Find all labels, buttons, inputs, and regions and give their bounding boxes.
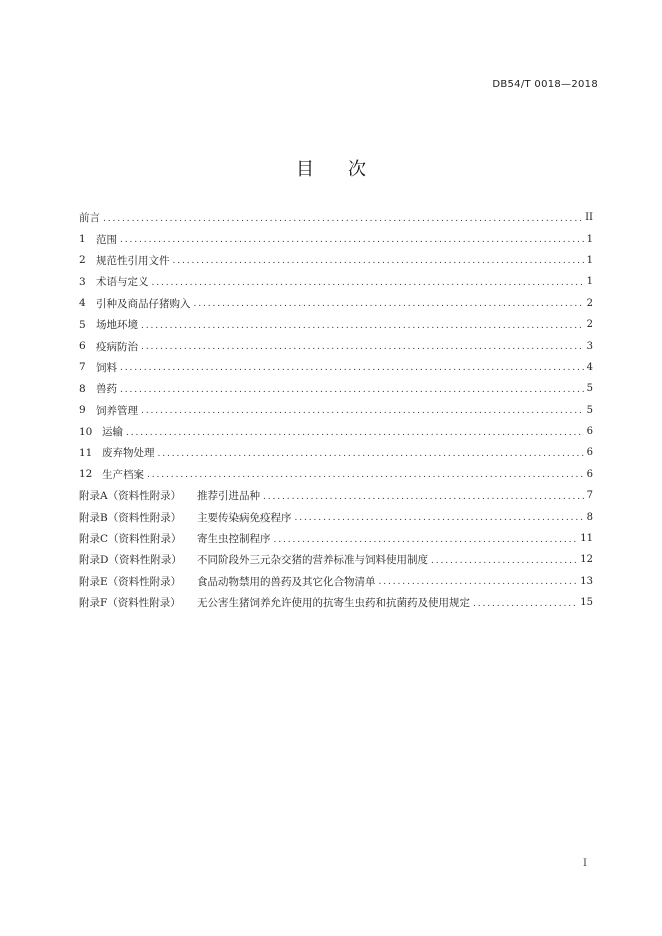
toc-page: 6 [586, 468, 593, 480]
table-of-contents [79, 207, 593, 613]
leader-dots [120, 363, 584, 373]
leader-dots [141, 342, 584, 352]
leader-dots [103, 214, 582, 224]
toc-page: 7 [586, 490, 593, 502]
title-char-2: 次 [348, 159, 366, 180]
leader-dots [141, 321, 584, 331]
leader-dots [120, 385, 584, 395]
toc-entry-1[interactable] [79, 228, 593, 249]
toc-page: 1 [586, 276, 593, 288]
toc-label: 生产档案 [102, 468, 144, 481]
toc-number: 12 [79, 468, 93, 481]
leader-dots [152, 278, 584, 288]
toc-entry-10[interactable] [79, 421, 593, 442]
appendix-prefix: 附录C（资料性附录） [79, 533, 182, 546]
toc-entry-4[interactable] [79, 293, 593, 314]
title-char-1: 目 [296, 159, 314, 180]
toc-label: 寄生虫控制程序 [197, 533, 271, 546]
toc-appendix-b[interactable] [79, 506, 593, 527]
toc-page: 13 [580, 575, 593, 587]
toc-page: 2 [586, 319, 593, 331]
toc-label: 场地环境 [96, 319, 138, 332]
leader-dots [147, 470, 584, 480]
toc-label: 饲料 [96, 361, 117, 374]
toc-number: 9 [79, 404, 86, 417]
appendix-prefix: 附录E（资料性附录） [79, 575, 182, 588]
toc-page: 1 [586, 254, 593, 266]
toc-page: 3 [586, 340, 593, 352]
standard-code: DB54/T 0018—2018 [492, 79, 598, 90]
leader-dots [173, 256, 584, 266]
toc-page: 11 [580, 533, 593, 545]
toc-entry-2[interactable] [79, 250, 593, 271]
toc-number: 3 [79, 275, 86, 288]
toc-label: 无公害生猪饲养允许使用的抗寄生虫药和抗菌药及使用规定 [197, 597, 470, 610]
appendix-prefix: 附录B（资料性附录） [79, 511, 182, 524]
toc-entry-6[interactable] [79, 335, 593, 356]
toc-appendix-c[interactable] [79, 528, 593, 549]
toc-appendix-a[interactable] [79, 485, 593, 506]
leader-dots [120, 235, 584, 245]
toc-label: 前言 [79, 212, 100, 225]
toc-label: 范围 [96, 233, 117, 246]
toc-label: 不同阶段外三元杂交猪的营养标准与饲料使用制度 [197, 554, 428, 567]
toc-page: 15 [580, 597, 593, 609]
toc-appendix-f[interactable] [79, 592, 593, 613]
toc-entry-8[interactable] [79, 378, 593, 399]
toc-entry-11[interactable] [79, 442, 593, 463]
page-title [0, 155, 662, 181]
toc-appendix-e[interactable] [79, 571, 593, 592]
toc-number: 10 [79, 425, 93, 438]
toc-number: 1 [79, 233, 86, 246]
toc-label: 兽药 [96, 383, 117, 396]
appendix-prefix: 附录D（资料性附录） [79, 554, 182, 567]
toc-label: 废弃物处理 [102, 447, 155, 460]
toc-label: 运输 [102, 426, 123, 439]
leader-dots [295, 513, 584, 523]
toc-number: 2 [79, 254, 86, 267]
toc-page: II [585, 212, 593, 224]
toc-entry-12[interactable] [79, 464, 593, 485]
toc-label: 引种及商品仔猪购入 [96, 297, 191, 310]
toc-entry-7[interactable] [79, 357, 593, 378]
leader-dots [141, 406, 584, 416]
toc-page: 8 [586, 511, 593, 523]
leader-dots [158, 449, 584, 459]
leader-dots [431, 556, 577, 566]
toc-page: 5 [586, 404, 593, 416]
toc-page: 5 [586, 383, 593, 395]
toc-label: 推荐引进品种 [197, 490, 260, 503]
toc-label: 术语与定义 [96, 276, 149, 289]
leader-dots [263, 492, 584, 502]
toc-entry-3[interactable] [79, 271, 593, 292]
toc-entry-9[interactable] [79, 400, 593, 421]
appendix-prefix: 附录A（资料性附录） [79, 490, 182, 503]
toc-page: 6 [586, 447, 593, 459]
footer-page-number: I [583, 858, 587, 869]
toc-appendix-d[interactable] [79, 549, 593, 570]
toc-number: 4 [79, 297, 86, 310]
toc-label: 疫病防治 [96, 340, 138, 353]
toc-number: 8 [79, 382, 86, 395]
leader-dots [473, 599, 577, 609]
toc-number: 6 [79, 340, 86, 353]
toc-label: 规范性引用文件 [96, 254, 170, 267]
toc-page: 2 [586, 297, 593, 309]
leader-dots [274, 535, 578, 545]
leader-dots [379, 577, 578, 587]
toc-page: 12 [580, 554, 593, 566]
toc-label: 食品动物禁用的兽药及其它化合物清单 [197, 575, 376, 588]
toc-label: 饲养管理 [96, 404, 138, 417]
toc-entry-preface[interactable] [79, 207, 593, 228]
toc-number: 7 [79, 361, 86, 374]
toc-number: 11 [79, 446, 93, 459]
toc-page: 6 [586, 426, 593, 438]
toc-label: 主要传染病免疫程序 [197, 511, 292, 524]
toc-page: 1 [586, 233, 593, 245]
toc-page: 4 [586, 361, 593, 373]
toc-number: 5 [79, 318, 86, 331]
toc-entry-5[interactable] [79, 314, 593, 335]
leader-dots [194, 299, 584, 309]
leader-dots [126, 428, 584, 438]
appendix-prefix: 附录F（资料性附录） [79, 597, 181, 610]
